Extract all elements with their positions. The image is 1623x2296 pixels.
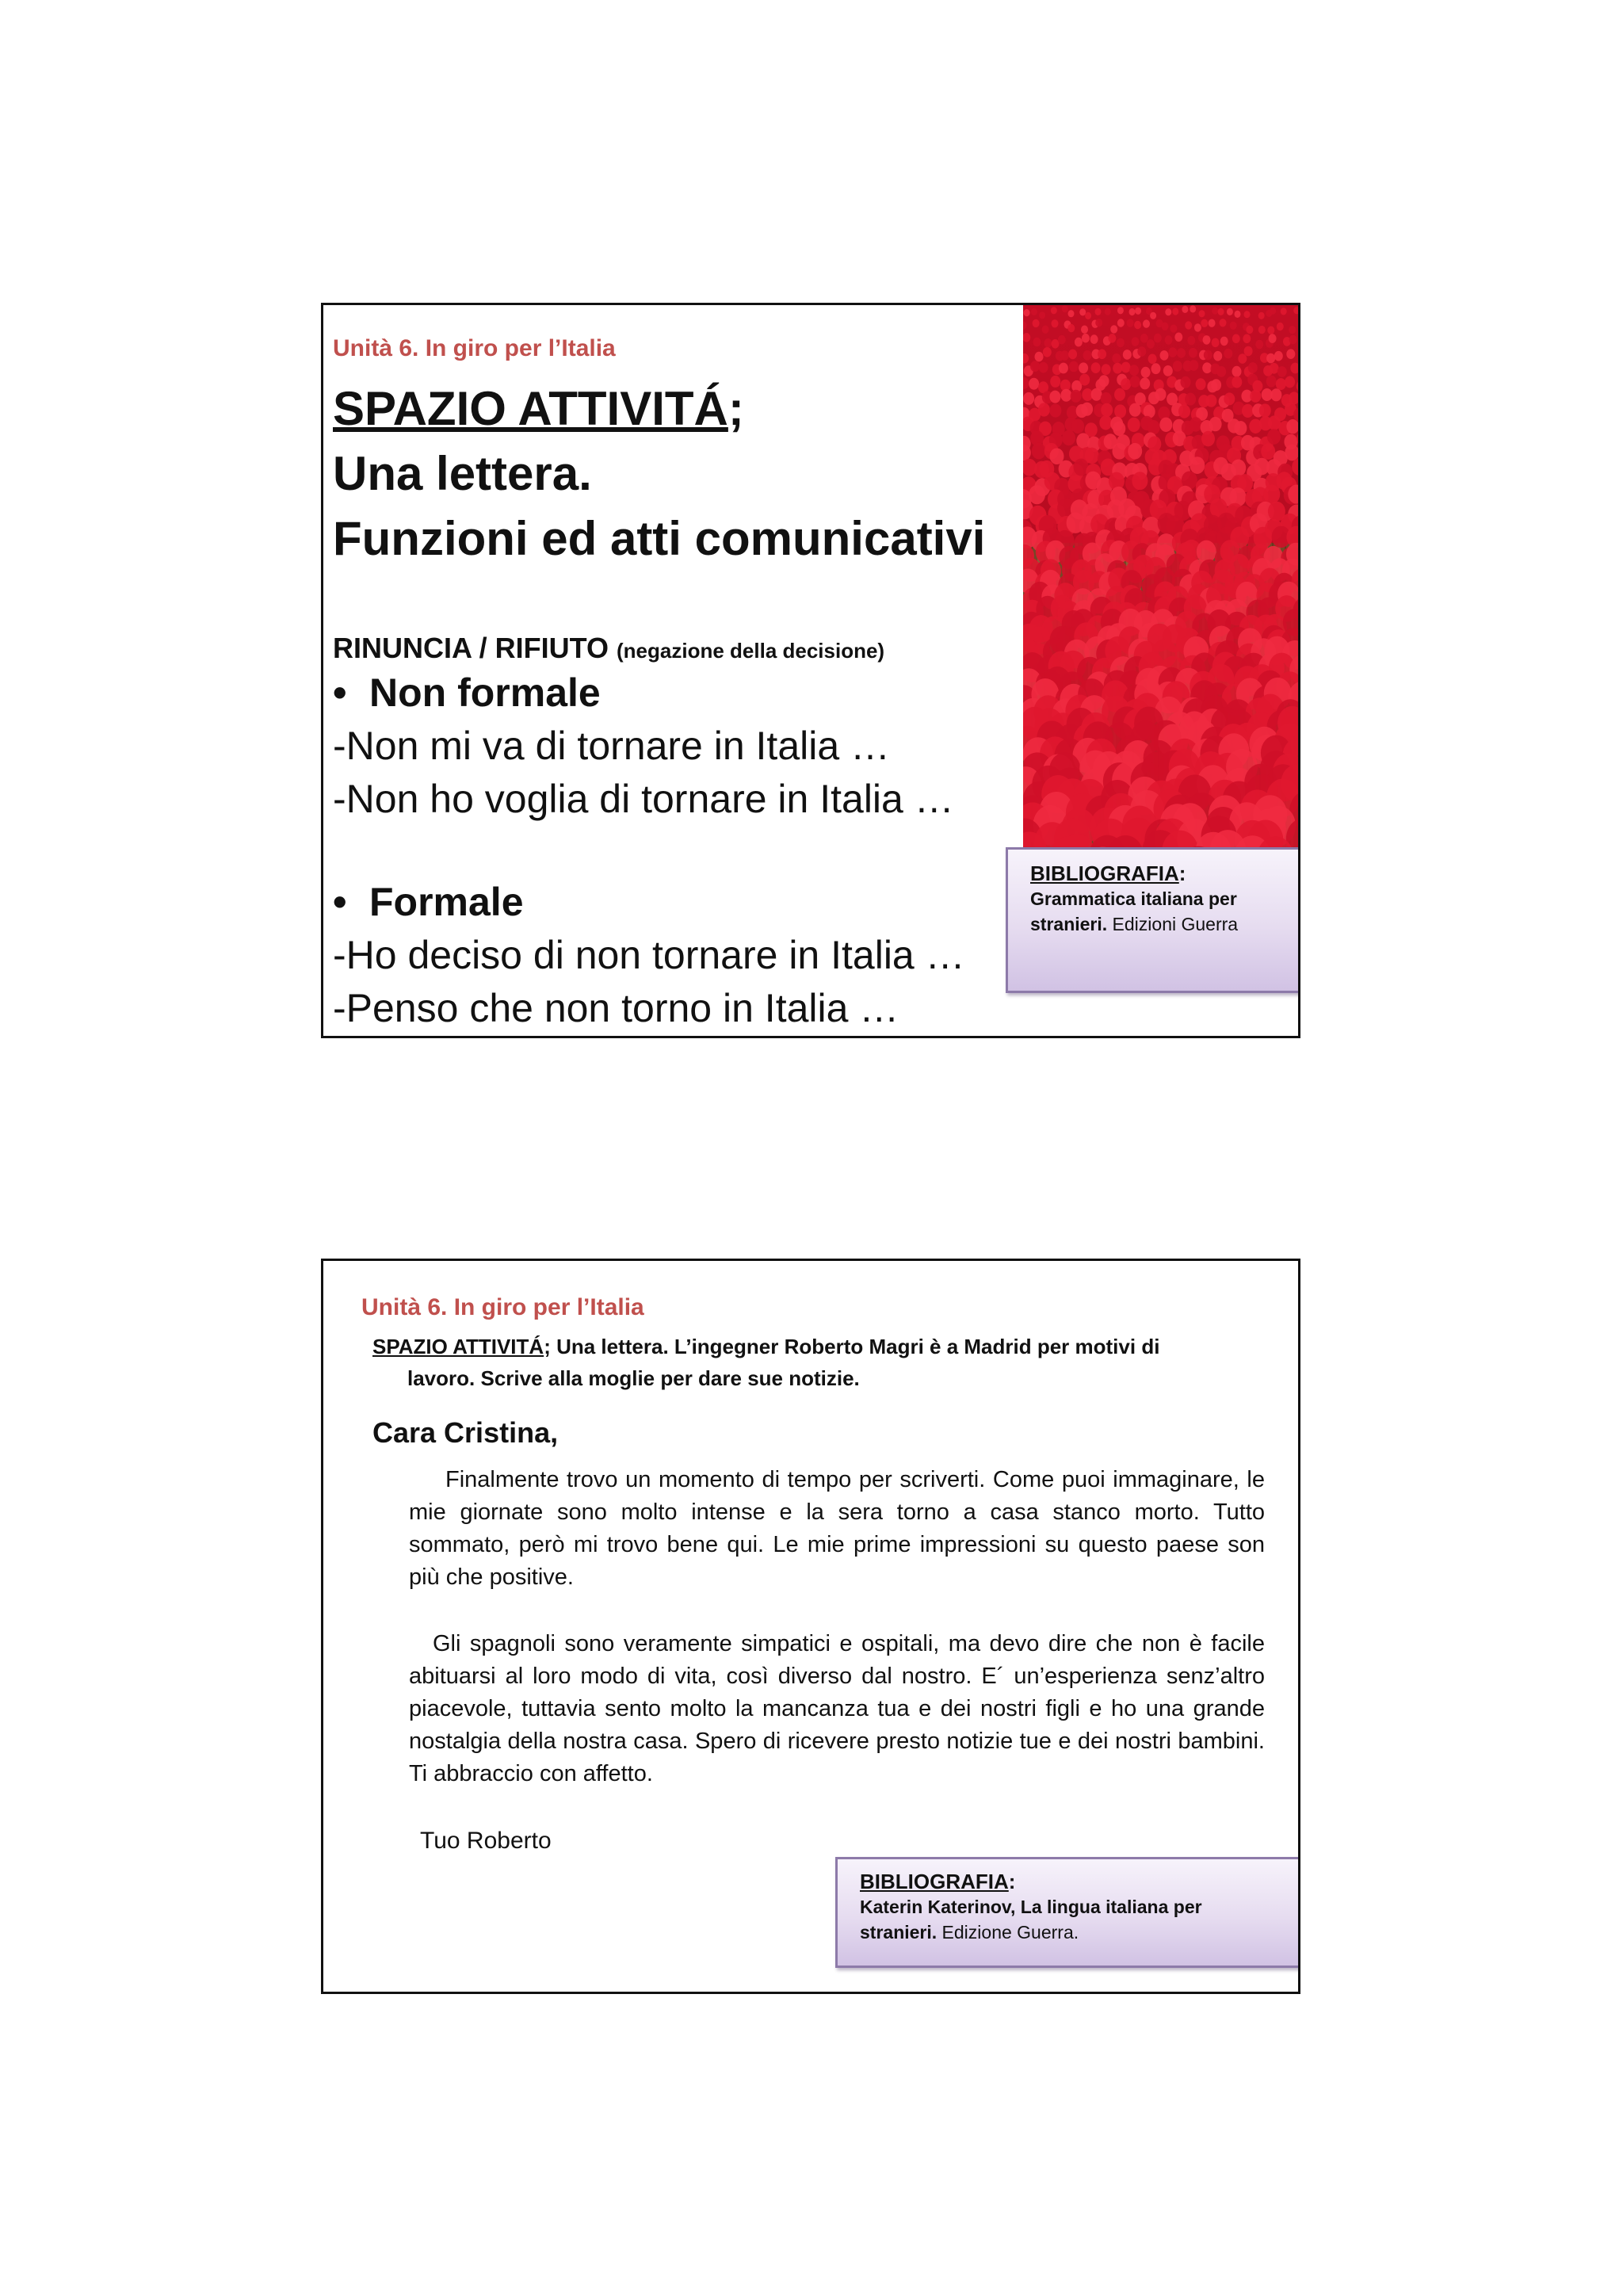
bibliography-colon: : [1008, 1870, 1016, 1893]
bullet-label: Formale [369, 880, 524, 924]
letter-signature: Tuo Roberto [420, 1828, 552, 1854]
intro-line1: ; Una lettera. L’ingegner Roberto Magri è a Madrid per motivi di [544, 1335, 1160, 1358]
letter-paragraph: Finalmente trovo un momento di tempo per scriverti. Come puoi immaginare, le mie giornate sono molto intense e la sera torno a casa stanco morto. Tutto sommato, però mi trovo bene qui. Le mie prime impressioni su questo paese son più che positive. [409, 1467, 1265, 1590]
bullet-dot: • [333, 880, 347, 924]
bullet-formale [333, 879, 524, 925]
slide-2 [321, 1259, 1300, 1994]
title-una-lettera: Una lettera. [333, 447, 592, 500]
intro-line2: lavoro. Scrive alla moglie per dare sue notizie. [407, 1366, 860, 1390]
example-line: -Ho deciso di non tornare in Italia … [333, 933, 965, 977]
letter-paragraph: Gli spagnoli sono veramente simpatici e ospitali, ma devo dire che non è facile abituarsi al loro modo di vita, così diverso dal nostro. E´ un’esperienza senz’altro piacevole, tuttavia sento molto la mancanza tua e dei nostri figli e ho una grande nostalgia della nostra casa. Spero di ricevere presto notizie tue e dei nostri bambini. Ti abbraccio con affetto. [409, 1631, 1265, 1786]
title-funzioni: Funzioni ed atti comunicativi [333, 512, 986, 565]
bullet-dot: • [333, 670, 347, 715]
bibliography-heading [1030, 861, 1276, 886]
tulip-field-image [1023, 305, 1300, 852]
bibliography-publisher: Edizione Guerra. [937, 1922, 1079, 1943]
title-semicolon: ; [727, 382, 744, 435]
letter-intro [372, 1331, 1244, 1394]
bibliography-heading [860, 1869, 1276, 1894]
slide-1 [321, 303, 1300, 1038]
bibliography-title: Katerin Katerinov, La lingua italiana per stranieri. [860, 1897, 1202, 1943]
unit-heading: Unità 6. In giro per l’Italia [361, 1294, 644, 1320]
bibliography-publisher: Edizioni Guerra [1107, 914, 1239, 934]
rinuncia-label: RINUNCIA / RIFIUTO [333, 632, 609, 664]
rinuncia-heading [333, 632, 884, 665]
example-line: -Penso che non torno in Italia … [333, 986, 899, 1030]
slide-title [333, 376, 985, 571]
bibliography-title: Grammatica italiana per stranieri. [1030, 888, 1237, 934]
bibliography-heading-text: BIBLIOGRAFIA [860, 1870, 1009, 1893]
title-spazio-attivita: SPAZIO ATTIVITÁ [333, 382, 728, 435]
rinuncia-note: (negazione della decisione) [617, 639, 885, 663]
bibliography-heading-text: BIBLIOGRAFIA [1030, 861, 1179, 885]
bullet-label: Non formale [369, 670, 601, 715]
bibliography-box [835, 1857, 1300, 1968]
intro-spazio-attivita: SPAZIO ATTIVITÁ [372, 1335, 544, 1358]
example-line: -Non ho voglia di tornare in Italia … [333, 777, 954, 821]
letter-salutation: Cara Cristina, [372, 1416, 559, 1449]
bibliography-colon: : [1178, 861, 1186, 885]
tulip-blooms [1023, 305, 1300, 852]
bibliography-box [1006, 847, 1300, 993]
example-line: -Non mi va di tornare in Italia … [333, 724, 891, 768]
unit-heading: Unità 6. In giro per l’Italia [333, 335, 616, 361]
bullet-non-formale [333, 670, 601, 716]
